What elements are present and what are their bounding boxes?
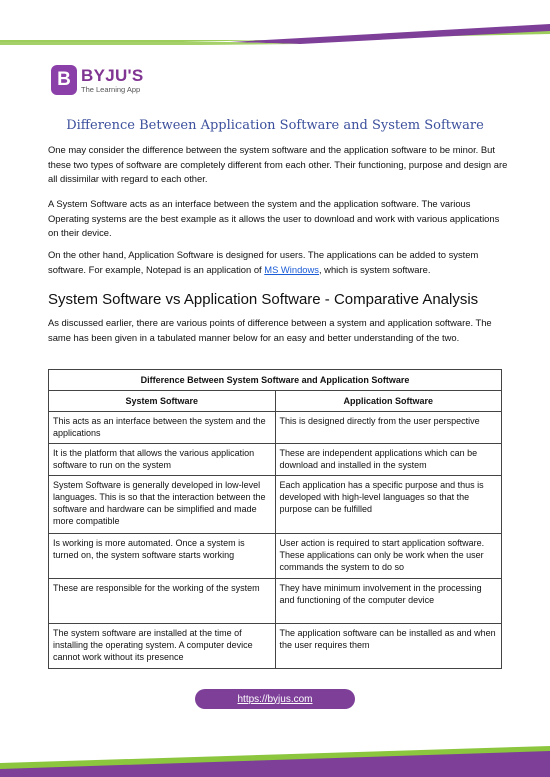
brand-name: BYJU'S — [81, 65, 144, 85]
comparison-table — [48, 369, 502, 669]
brand-tagline: The Learning App — [81, 84, 141, 94]
footer-url-link[interactable]: https://byjus.com — [195, 689, 355, 709]
section-heading: System Software vs Application Software - Comparative Analysis — [48, 291, 479, 308]
table-cell: This is designed directly from the user perspective — [275, 412, 502, 444]
ms-windows-link[interactable]: MS Windows — [264, 263, 319, 275]
section-intro: As discussed earlier, there are various points of difference between a system and application software. The same has been given in a tabulated manner below for an easy and better understanding of the two. — [48, 317, 492, 343]
table-caption: Difference Between System Software and Application Software — [49, 370, 502, 391]
table-cell: These are independent applications which can be download and installed in the system — [275, 444, 502, 476]
brand-logo-mark: B — [51, 65, 77, 95]
column-header-system: System Software — [49, 391, 276, 412]
table-cell: The application software can be installed as and when the user requires them — [275, 624, 502, 669]
table-cell: Each application has a specific purpose and thus is developed with high-level languages so that the purpose can be fulfilled — [275, 476, 502, 534]
table-cell: These are responsible for the working of the system — [49, 579, 276, 624]
table-cell: The system software are installed at the time of installing the operating system. A computer device cannot work without its presence — [49, 624, 276, 669]
brand-logo — [51, 63, 144, 97]
table-row — [49, 444, 502, 476]
table-cell: It is the platform that allows the various application software to run on the system — [49, 444, 276, 476]
footer-decoration — [0, 736, 550, 777]
system-software-paragraph: A System Software acts as an interface between the system and the application software. The various Operating systems are the best example as it allows the user to download and work with various applications on their device. — [48, 198, 500, 238]
table-row — [49, 476, 502, 534]
table-cell: User action is required to start application software. These applications can only be work when the user commands the system to do so — [275, 534, 502, 579]
table-cell: This acts as an interface between the system and the applications — [49, 412, 276, 444]
intro-paragraph: One may consider the difference between the system software and the application software to be minor. But these two types of software are completely different from each other. Their functioning, purpose and design are all dissimilar with regard to each other. — [48, 144, 508, 184]
page-title: Difference Between Application Software and System Software — [66, 118, 484, 133]
table-row — [49, 534, 502, 579]
paragraph-text: On the other hand, Application Software is designed for users. The applications can be added to system software. For example, Notepad is an application of — [48, 249, 479, 275]
table-row — [49, 624, 502, 669]
table-row — [49, 579, 502, 624]
table-cell: System Software is generally developed in low-level languages. This is so that the interaction between the software and hardware can be simplified and made more compatible — [49, 476, 276, 534]
table-cell: They have minimum involvement in the processing and functioning of the computer device — [275, 579, 502, 624]
column-header-application: Application Software — [275, 391, 502, 412]
paragraph-text: , which is system software. — [318, 263, 431, 275]
table-cell: Is working is more automated. Once a system is turned on, the system software starts working — [49, 534, 276, 579]
header-decoration — [0, 0, 550, 45]
application-software-paragraph — [48, 248, 508, 277]
table-row — [49, 412, 502, 444]
